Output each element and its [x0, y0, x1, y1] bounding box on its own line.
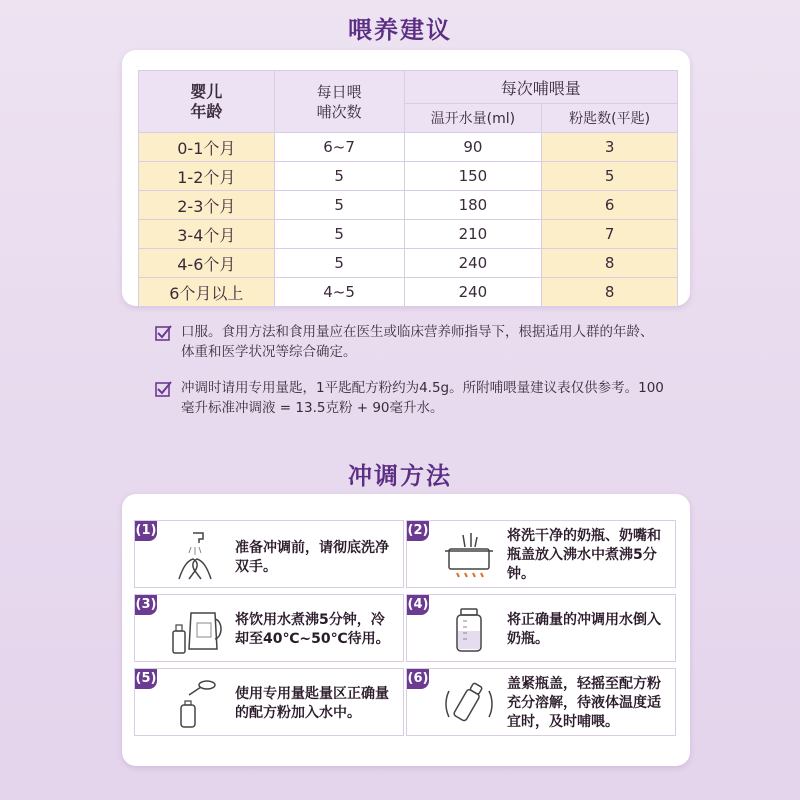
- table-row: [139, 249, 678, 278]
- cell-freq: 5: [274, 162, 404, 191]
- prep-title: 冲调方法: [348, 462, 452, 490]
- step-number: (1): [135, 521, 157, 541]
- cell-scoops: 7: [542, 220, 678, 249]
- hand-wash-icon: [169, 529, 225, 581]
- table-row: [139, 220, 678, 249]
- table-row: [139, 162, 678, 191]
- cell-water: 240: [404, 278, 542, 307]
- cell-freq: 6~7: [274, 133, 404, 162]
- header-freq: 每日喂 哺次数: [274, 71, 404, 133]
- shake-bottle-icon: [441, 677, 497, 729]
- cell-freq: 5: [274, 249, 404, 278]
- cell-freq: 4~5: [274, 278, 404, 307]
- step-number: (3): [135, 595, 157, 615]
- cell-age: 4-6个月: [139, 249, 275, 278]
- cell-water: 90: [404, 133, 542, 162]
- step-text: 将洗干净的奶瓶、奶嘴和瓶盖放入沸水中煮沸5分钟。: [507, 528, 661, 582]
- step-text: 准备冲调前，请彻底洗净双手。: [235, 540, 389, 575]
- table-row: [139, 191, 678, 220]
- cell-age: 1-2个月: [139, 162, 275, 191]
- step-text: 使用专用量匙量区正确量的配方粉加入水中。: [235, 686, 389, 721]
- cell-scoops: 3: [542, 133, 678, 162]
- cell-age: 6个月以上: [139, 278, 275, 307]
- note-oral-text: 口服。食用方法和食用量应在医生或临床营养师指导下，根据适用人群的年龄、体重和医学状况等综合确定。: [181, 324, 654, 360]
- bottle-icon: [441, 603, 497, 655]
- cell-water: 180: [404, 191, 542, 220]
- scoop-icon: [169, 677, 225, 729]
- cell-age: 0-1个月: [139, 133, 275, 162]
- cell-scoops: 5: [542, 162, 678, 191]
- header-water: 温开水量(ml): [404, 104, 542, 133]
- step-number: (6): [407, 669, 429, 689]
- note-scoop: [155, 378, 665, 418]
- step-3: [134, 594, 404, 662]
- cell-scoops: 8: [542, 278, 678, 307]
- cell-water: 240: [404, 249, 542, 278]
- step-text: 将正确量的冲调用水倒入奶瓶。: [507, 612, 661, 647]
- feeding-table: [138, 70, 678, 307]
- table-row: [139, 278, 678, 307]
- header-scoops: 粉匙数(平匙): [542, 104, 678, 133]
- cell-scoops: 6: [542, 191, 678, 220]
- table-row: [139, 133, 678, 162]
- step-6: [406, 668, 676, 736]
- header-group: 每次哺喂量: [404, 71, 677, 104]
- cell-freq: 5: [274, 220, 404, 249]
- step-5: [134, 668, 404, 736]
- step-text: 将饮用水煮沸5分钟，冷却至40℃~50℃待用。: [235, 612, 390, 647]
- cell-age: 3-4个月: [139, 220, 275, 249]
- cell-scoops: 8: [542, 249, 678, 278]
- step-number: (4): [407, 595, 429, 615]
- step-number: (5): [135, 669, 157, 689]
- feeding-title: 喂养建议: [348, 16, 452, 44]
- cell-water: 210: [404, 220, 542, 249]
- checkbox-icon: [155, 380, 173, 398]
- note-oral: [155, 322, 655, 362]
- step-2: [406, 520, 676, 588]
- step-1: [134, 520, 404, 588]
- note-scoop-text: 冲调时请用专用量匙，1平匙配方粉约为4.5g。所附哺喂量建议表仅供参考。100毫升标准冲调液 = 13.5克粉 + 90毫升水。: [181, 380, 664, 416]
- header-age: 婴儿 年龄: [139, 71, 275, 133]
- step-4: [406, 594, 676, 662]
- checkbox-icon: [155, 324, 173, 342]
- step-number: (2): [407, 521, 429, 541]
- kettle-icon: [169, 603, 225, 655]
- cell-water: 150: [404, 162, 542, 191]
- boiling-pot-icon: [441, 529, 497, 581]
- step-text: 盖紧瓶盖，轻摇至配方粉充分溶解，待液体温度适宜时，及时哺喂。: [507, 676, 661, 730]
- cell-freq: 5: [274, 191, 404, 220]
- cell-age: 2-3个月: [139, 191, 275, 220]
